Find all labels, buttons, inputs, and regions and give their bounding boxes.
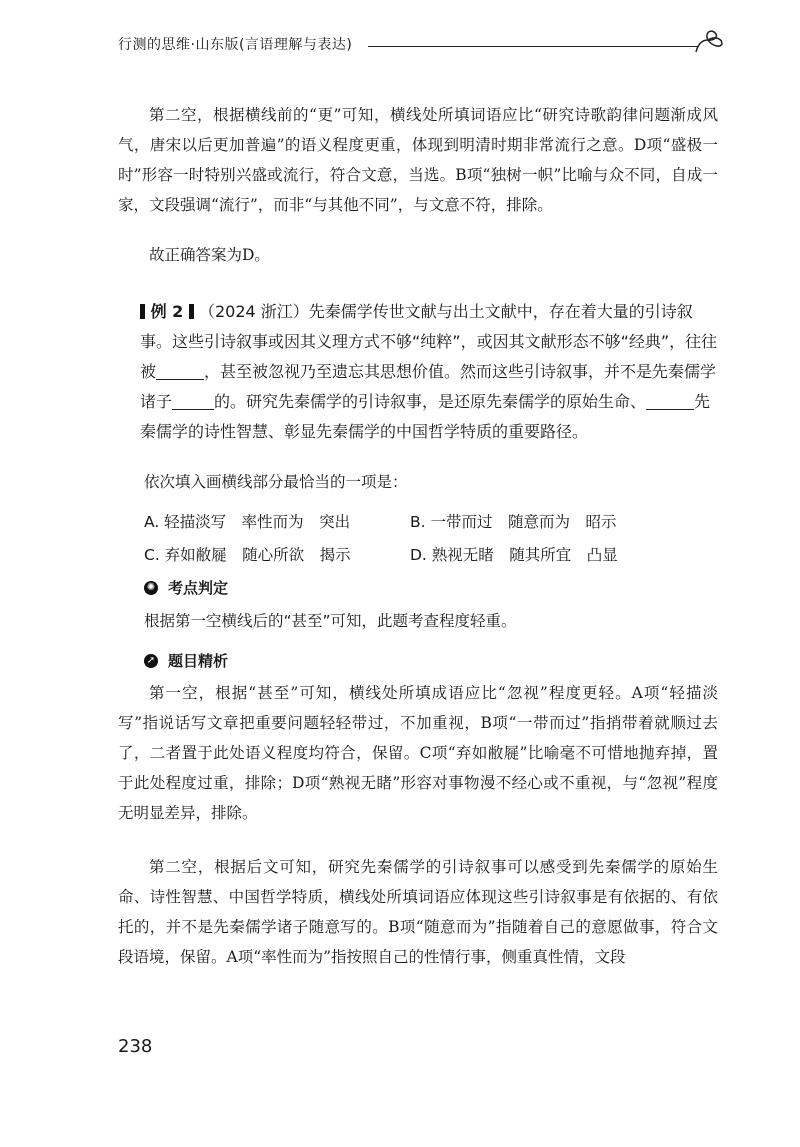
example-text-c: 的。研究先秦儒学的引诗叙事，是还原先秦儒学的原始生命、 [214, 392, 647, 411]
jingxi-heading [144, 650, 228, 671]
bracket-icon [189, 304, 194, 319]
running-header [118, 34, 718, 64]
option-c: C. 弃如敝屣 随心所欲 揭示 [144, 546, 351, 564]
blank-2 [172, 391, 214, 410]
blank-3 [646, 391, 694, 410]
bracket-icon [140, 304, 145, 319]
header-rule [368, 46, 698, 47]
intro-paragraph: 第二空，根据横线前的“更”可知，横线处所填词语应比“研究诗歌韵律问题渐成风气，唐宋以后更加普遍”的语义程度更重，体现到明清时期非常流行之意。D项“盛极一时”形容一时特别兴盛或流行，符合文意，当选。B项“独树一帜”比喻与众不同，自成一家，文段强调“流行”，而非“与其他不同”，与文意不符，排除。 [118, 106, 718, 214]
gear-icon: ✺ [144, 581, 158, 595]
option-b: B. 一带而过 随意而为 昭示 [410, 513, 617, 531]
page-number: 238 [118, 1036, 153, 1057]
option-d: D. 熟视无睹 随其所宜 凸显 [410, 546, 618, 564]
jingxi-title: 题目精析 [168, 652, 229, 670]
example-source: （2024 浙江） [198, 302, 309, 321]
header-title: 行测的思维·山东版(言语理解与表达) [118, 37, 353, 53]
analysis-paragraph-2: 第二空，根据后文可知，研究先秦儒学的引诗叙事可以感受到先秦儒学的原始生命、诗性智慧、中国哲学特质，横线处所填词语应体现这些引诗叙事是有依据的、有依托的，并不是先秦儒学诸子随意写的。B项“随意而为”指随着自己的意愿做事，符合文段语境，保留。A项“率性而为”指按照自己的性情行事，侧重真性情，文段 [118, 858, 718, 966]
example-block [140, 297, 720, 447]
sprout-icon [692, 28, 728, 54]
compass-icon: ➚ [144, 654, 158, 668]
kaodian-heading [144, 577, 228, 598]
example-text-d: 先秦儒学的诗性智慧、彰显先秦儒学的中国哲学特质的重要路径。 [140, 392, 711, 441]
analysis-paragraph-1: 第一空，根据“甚至”可知，横线处所填成语应比“忽视”程度更轻。A项“轻描淡写”指说话写文章把重要问题轻轻带过，不加重视，B项“一带而过”指捎带着就顺过去了，二者置于此处语义程度均符合，保留。C项“弃如敝屣”比喻毫不可惜地抛弃掉，置于此处程度过重，排除；D项“熟视无睹”形容对事物漫不经心或不重视，与“忽视”程度无明显差异，排除。 [118, 684, 718, 822]
example-label: 例 2 [140, 302, 194, 321]
option-a: A. 轻描淡写 率性而为 突出 [144, 513, 351, 531]
blank-1 [156, 361, 204, 380]
example-text-b: ，甚至被忽视乃至遗忘其思想价值。然而这些引诗叙事，并不是先秦儒学诸子 [140, 362, 717, 411]
kaodian-text: 根据第一空横线后的“甚至”可知，此题考查程度轻重。 [144, 612, 517, 630]
question-prompt: 依次填入画横线部分最恰当的一项是： [144, 473, 408, 491]
example-text-a: 先秦儒学传世文献与出土文献中，存在着大量的引诗叙事。这些引诗叙事或因其义理方式不够“纯粹”，或因其文献形态不够“经典”，往往被 [140, 302, 718, 381]
answer-statement: 故正确答案为D。 [149, 246, 270, 264]
kaodian-title: 考点判定 [168, 579, 229, 597]
